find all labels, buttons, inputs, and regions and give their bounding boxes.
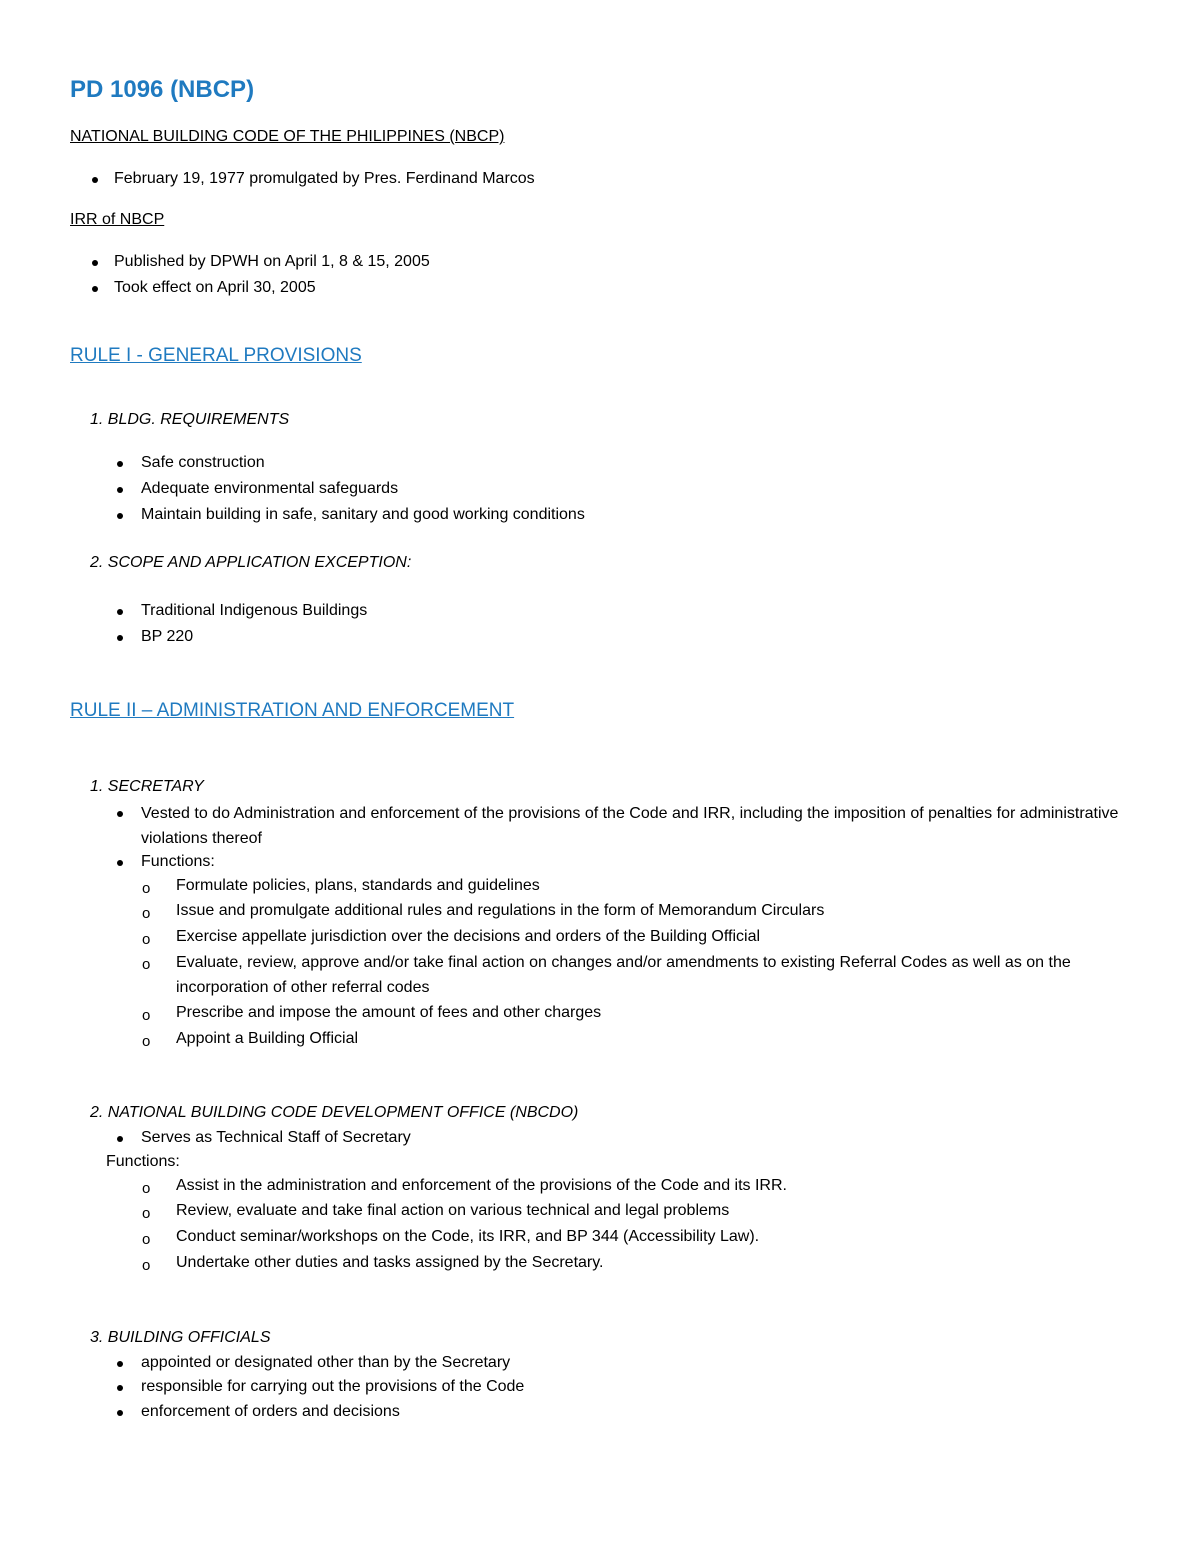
bullet xyxy=(117,487,123,493)
list-item: enforcement of orders and decisions xyxy=(141,1403,400,1420)
sub-list-item: Formulate policies, plans, standards and guidelines xyxy=(176,877,540,894)
nbcp-heading: NATIONAL BUILDING CODE OF THE PHILIPPINES (NBCP) xyxy=(70,128,505,145)
bullet xyxy=(92,260,98,266)
list-item: Functions: xyxy=(141,853,215,870)
sub-bullet: o xyxy=(142,956,151,973)
sub-bullet: o xyxy=(142,1257,151,1274)
sub-list-item: Exercise appellate jurisdiction over the decisions and orders of the Building Official xyxy=(176,928,761,945)
rule-2-section-2-title: 2. NATIONAL BUILDING CODE DEVELOPMENT OFFICE (NBCDO) xyxy=(90,1104,579,1121)
bullet xyxy=(117,1361,123,1367)
sub-list-item: Evaluate, review, approve and/or take final action on changes and/or amendments to existing Referral Codes as well as on the incorporation of other referral codes xyxy=(176,954,1071,996)
irr-heading: IRR of NBCP xyxy=(70,211,165,228)
sub-list-item: Appoint a Building Official xyxy=(176,1030,359,1047)
sub-bullet: o xyxy=(142,1231,151,1248)
sub-bullet: o xyxy=(142,931,151,948)
list-item: appointed or designated other than by the Secretary xyxy=(141,1354,511,1371)
sub-list-item: Assist in the administration and enforcement of the provisions of the Code and its IRR. xyxy=(176,1177,787,1194)
bullet xyxy=(117,860,123,866)
sub-bullet: o xyxy=(142,905,151,922)
rule-1-heading: RULE I - GENERAL PROVISIONS xyxy=(70,345,362,366)
bullet xyxy=(117,635,123,641)
rule-1-section-1-title: 1. BLDG. REQUIREMENTS xyxy=(90,411,290,428)
bullet xyxy=(117,1136,123,1142)
list-item: Vested to do Administration and enforcement of the provisions of the Code and IRR, including the imposition of penalties for administrative violations thereof xyxy=(141,805,1119,847)
sub-list-item: Issue and promulgate additional rules and regulations in the form of Memorandum Circulars xyxy=(176,902,825,919)
sub-bullet: o xyxy=(142,1180,151,1197)
rule-2-section-1-title: 1. SECRETARY xyxy=(90,778,204,795)
bullet xyxy=(117,1385,123,1391)
bullet xyxy=(117,461,123,467)
list-item: Adequate environmental safeguards xyxy=(141,480,399,497)
functions-label: Functions: xyxy=(106,1153,180,1170)
sub-bullet: o xyxy=(142,1007,151,1024)
rule-1-section-2-title: 2. SCOPE AND APPLICATION EXCEPTION: xyxy=(90,554,412,571)
sub-bullet: o xyxy=(142,880,151,897)
sub-list-item: Prescribe and impose the amount of fees and other charges xyxy=(176,1004,602,1021)
list-item: February 19, 1977 promulgated by Pres. Ferdinand Marcos xyxy=(114,170,535,187)
sub-bullet: o xyxy=(142,1033,151,1050)
list-item: Published by DPWH on April 1, 8 & 15, 2005 xyxy=(114,253,430,270)
list-item: Traditional Indigenous Buildings xyxy=(141,602,368,619)
bullet xyxy=(117,811,123,817)
list-item: Safe construction xyxy=(141,454,265,471)
rule-2-heading: RULE II – ADMINISTRATION AND ENFORCEMENT xyxy=(70,700,515,721)
sub-bullet: o xyxy=(142,1205,151,1222)
rule-2-section-3-title: 3. BUILDING OFFICIALS xyxy=(90,1329,271,1346)
sub-list-item: Conduct seminar/workshops on the Code, its IRR, and BP 344 (Accessibility Law). xyxy=(176,1228,760,1245)
list-item: BP 220 xyxy=(141,628,194,645)
bullet xyxy=(117,513,123,519)
document-title: PD 1096 (NBCP) xyxy=(70,76,255,103)
bullet xyxy=(117,609,123,615)
list-item: Serves as Technical Staff of Secretary xyxy=(141,1129,411,1146)
list-item: Maintain building in safe, sanitary and good working conditions xyxy=(141,506,585,523)
bullet xyxy=(92,286,98,292)
list-item: responsible for carrying out the provisions of the Code xyxy=(141,1378,525,1395)
sub-list-item: Undertake other duties and tasks assigned by the Secretary. xyxy=(176,1254,604,1271)
bullet xyxy=(117,1410,123,1416)
bullet xyxy=(92,177,98,183)
sub-list-item: Review, evaluate and take final action on various technical and legal problems xyxy=(176,1202,730,1219)
list-item: Took effect on April 30, 2005 xyxy=(114,279,316,296)
